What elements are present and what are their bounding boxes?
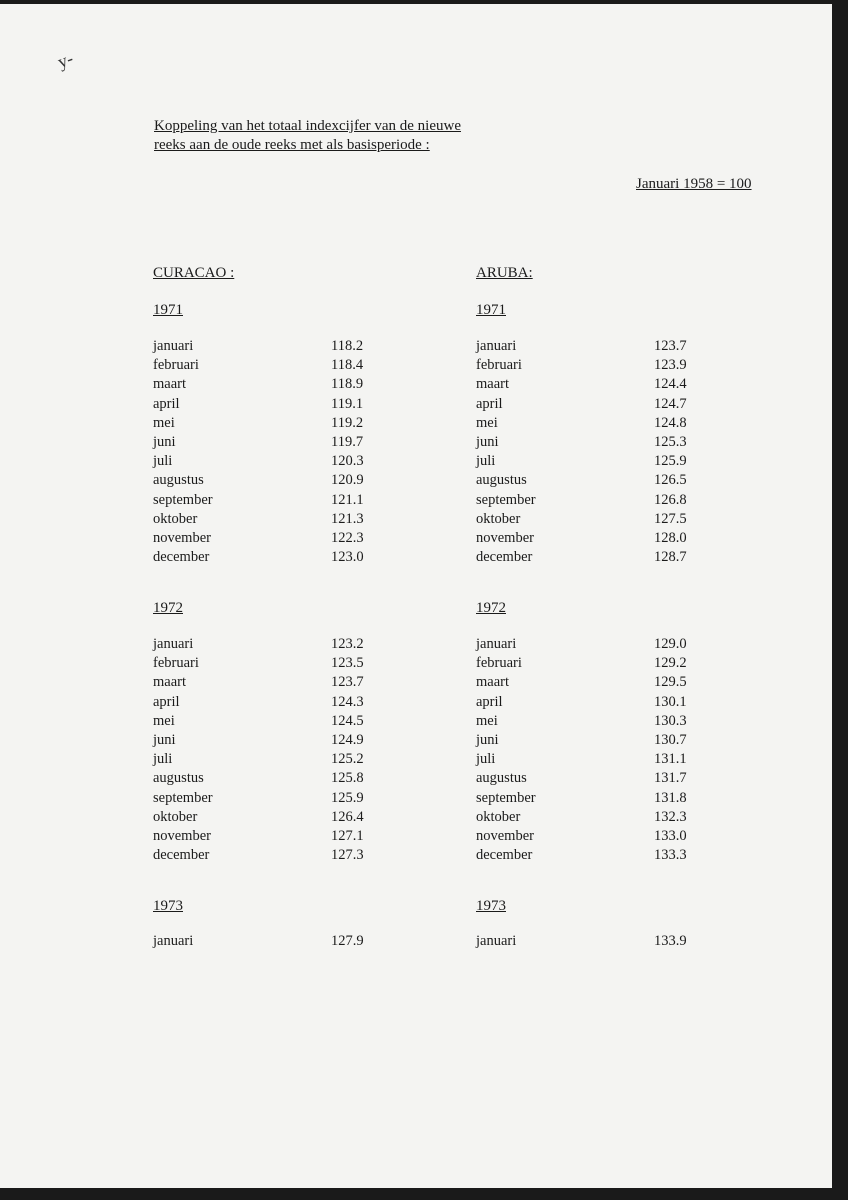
month-label: mei <box>153 414 175 431</box>
month-label: augustus <box>476 770 527 787</box>
month-label: mei <box>153 712 175 729</box>
month-label: mei <box>476 712 498 729</box>
month-label: juni <box>476 434 499 450</box>
month-label: januari <box>153 338 194 354</box>
month-label: september <box>153 491 213 508</box>
month-label: mei <box>476 414 498 431</box>
month-label: juni <box>153 434 176 450</box>
month-label: april <box>476 395 503 412</box>
index-value: 118.9 <box>331 376 364 393</box>
month-label: januari <box>476 338 517 354</box>
year-heading: 1972 <box>153 600 183 616</box>
index-value: 124.8 <box>654 414 687 431</box>
month-label: februari <box>476 655 522 672</box>
month-label: december <box>153 847 210 864</box>
month-label: april <box>153 395 180 412</box>
month-label: juli <box>153 453 173 470</box>
index-value: 131.8 <box>654 789 687 806</box>
month-label: november <box>153 828 211 844</box>
month-label: juli <box>153 751 173 768</box>
index-value: 126.4 <box>331 808 364 825</box>
index-value: 130.1 <box>654 693 687 710</box>
index-value: 129.5 <box>654 674 687 691</box>
month-label: april <box>476 693 503 710</box>
month-label: maart <box>476 376 510 393</box>
index-value: 118.2 <box>331 338 364 354</box>
month-label: oktober <box>476 808 521 825</box>
month-label: februari <box>476 357 522 374</box>
index-value: 124.9 <box>331 732 364 748</box>
index-value: 126.5 <box>654 472 687 489</box>
index-value: 124.3 <box>331 693 364 710</box>
index-value: 124.4 <box>654 376 687 393</box>
month-label: augustus <box>153 472 204 489</box>
index-value: 129.0 <box>654 636 687 652</box>
month-label: januari <box>476 933 517 949</box>
index-value: 121.3 <box>331 510 364 527</box>
region-name: CURACAO : <box>153 265 235 281</box>
month-label: oktober <box>476 510 521 527</box>
month-label: december <box>153 549 210 566</box>
index-value: 133.3 <box>654 847 687 864</box>
year-heading: 1972 <box>476 600 506 616</box>
month-label: november <box>153 530 211 546</box>
month-label: maart <box>153 376 187 393</box>
heading-line-1: Koppeling van het totaal indexcijfer van de nieuwe <box>154 118 461 134</box>
index-value: 123.2 <box>331 636 364 652</box>
month-label: oktober <box>153 510 198 527</box>
month-label: juni <box>476 732 499 748</box>
month-label: december <box>476 847 533 864</box>
month-label: juni <box>153 732 176 748</box>
index-value: 125.2 <box>331 751 364 768</box>
document-page <box>0 4 832 1188</box>
month-label: augustus <box>476 472 527 489</box>
index-value: 119.2 <box>331 414 364 431</box>
index-value: 129.2 <box>654 655 687 672</box>
month-label: februari <box>153 655 199 672</box>
index-value: 125.9 <box>654 453 687 470</box>
month-label: november <box>476 530 534 546</box>
index-value: 126.8 <box>654 491 687 508</box>
month-label: januari <box>153 636 194 652</box>
month-label: september <box>476 491 536 508</box>
month-label: april <box>153 693 180 710</box>
index-value: 120.9 <box>331 472 364 489</box>
index-value: 119.1 <box>331 395 364 412</box>
index-value: 127.1 <box>331 828 364 844</box>
index-value: 125.9 <box>331 789 364 806</box>
region-name: ARUBA: <box>476 265 533 281</box>
index-value: 125.8 <box>331 770 364 787</box>
index-value: 123.9 <box>654 357 687 374</box>
index-value: 128.0 <box>654 530 687 546</box>
index-value: 118.4 <box>331 357 364 374</box>
month-label: juli <box>476 751 496 768</box>
index-value: 122.3 <box>331 530 364 546</box>
month-label: september <box>153 789 213 806</box>
index-value: 127.3 <box>331 847 364 864</box>
index-value: 127.9 <box>331 933 364 949</box>
year-heading: 1971 <box>153 302 183 318</box>
index-value: 120.3 <box>331 453 364 470</box>
index-value: 133.9 <box>654 933 687 949</box>
month-label: maart <box>153 674 187 691</box>
index-value: 130.3 <box>654 712 687 729</box>
month-label: juli <box>476 453 496 470</box>
month-label: december <box>476 549 533 566</box>
index-value: 128.7 <box>654 549 687 566</box>
month-label: november <box>476 828 534 844</box>
index-value: 133.0 <box>654 828 687 844</box>
index-value: 131.7 <box>654 770 687 787</box>
month-label: januari <box>153 933 194 949</box>
month-label: januari <box>476 636 517 652</box>
handwritten-mark: y- <box>54 48 76 72</box>
year-heading: 1973 <box>476 898 506 914</box>
index-value: 123.5 <box>331 655 364 672</box>
index-value: 131.1 <box>654 751 687 768</box>
index-value: 130.7 <box>654 732 687 748</box>
month-label: maart <box>476 674 510 691</box>
index-value: 124.7 <box>654 395 687 412</box>
year-heading: 1971 <box>476 302 506 318</box>
year-heading: 1973 <box>153 898 183 914</box>
heading-line-2: reeks aan de oude reeks met als basisperiode : <box>154 137 430 153</box>
index-value: 127.5 <box>654 510 687 527</box>
index-value: 125.3 <box>654 434 687 450</box>
index-value: 123.7 <box>331 674 364 691</box>
index-value: 119.7 <box>331 434 364 450</box>
index-value: 132.3 <box>654 808 687 825</box>
month-label: oktober <box>153 808 198 825</box>
base-period: Januari 1958 = 100 <box>636 176 752 192</box>
index-value: 124.5 <box>331 712 364 729</box>
month-label: augustus <box>153 770 204 787</box>
index-value: 123.0 <box>331 549 364 566</box>
index-value: 121.1 <box>331 491 364 508</box>
month-label: februari <box>153 357 199 374</box>
index-value: 123.7 <box>654 338 687 354</box>
month-label: september <box>476 789 536 806</box>
